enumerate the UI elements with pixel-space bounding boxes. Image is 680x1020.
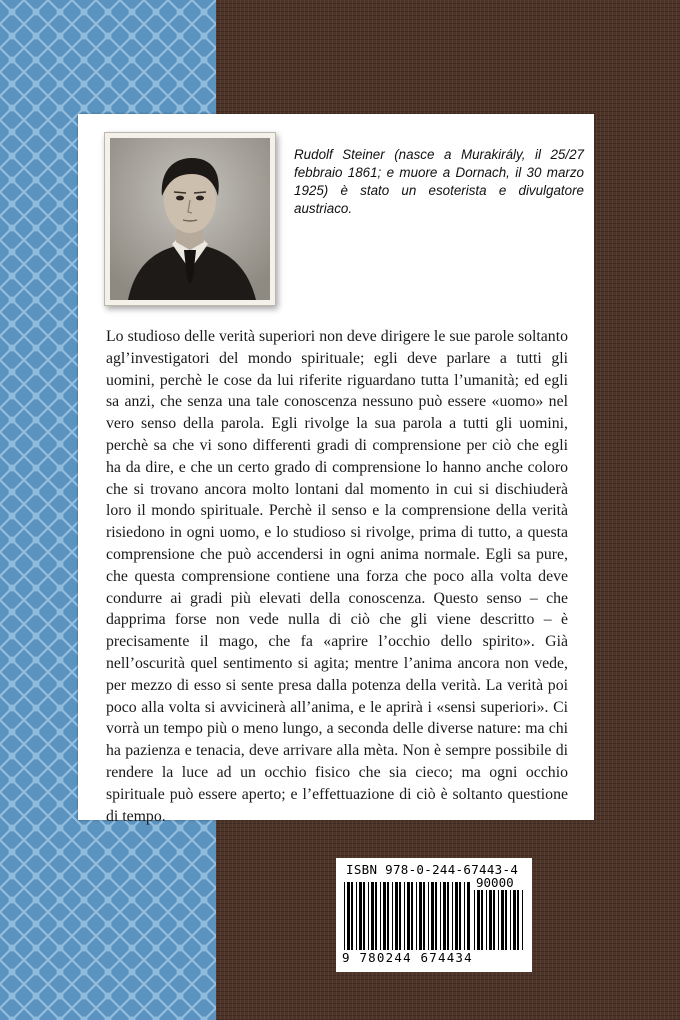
price-code: 90000 [476, 875, 514, 890]
isbn-label: ISBN 978-0-244-67443-4 [346, 862, 519, 877]
text-panel [78, 114, 594, 825]
ean-barcode [344, 882, 470, 950]
addon-barcode [474, 890, 524, 950]
portrait-photo-frame [104, 132, 276, 306]
author-caption: Rudolf Steiner (nasce a Murakirály, il 25/27 febbraio 1861; e muore a Dornach, il 30 marzo 1925) è stato un esoterista e divulgatore austriaco. [294, 147, 584, 216]
portrait-photo [110, 138, 270, 300]
isbn-barcode-box [336, 858, 532, 972]
back-cover-blurb: Lo studioso delle verità superiori non deve dirigere le sue parole soltanto agl’investigatori del mondo spirituale; egli deve parlare a tutti gli uomini, perchè le cose da lui riferite riguardano tutta l’umanità; ed egli sa anzi, che senza una tale conoscenza nessuno può essere «uomo» nel vero senso della parola. Egli rivolge la sua parola a tutti gli uomini, perchè sa che vi sono differenti gradi di comprensione per ciò che egli ha da dire, e che un certo grado di comprensione lo hanno anche coloro che si trovano ancora molto lontani dal momento in cui si dischiuderà loro il mondo spirituale. Perchè il senso e la comprensione della verità risiedono in ogni uomo, e lo studioso si rivolge, prima di tutto, a questa comprensione che può accendersi in ogni anima normale. Egli sa pure, che questa comprensione contiene una forza che poco alla volta deve condurre ai gradi più elevati della conoscenza. Questo senso – che dapprima forse non vede nulla di ciò che gli viene descritto – è precisamente il mago, che fa «aprire l’occhio dello spirito». Già nell’oscurità quel sentimento si agita; mentre l’anima ancora non vede, per mezzo di esso si sente presa dalla potenza della verità. La verità poi poco alla volta si avvicinerà all’anima, e le aprirà i «sensi superiori». Ci vorrà un tempo più o meno lungo, a seconda delle diverse nature: ma chi ha pazienza e tenacia, deve arrivare alla mèta. Non è sempre possibile di rendere la luce ad un occhio fisico che sia cieco; ma ogni occhio spirituale può essere aperto; e l’effettuazione di ciò è soltanto questione di tempo. [106, 328, 568, 825]
barcode-digits: 9 780244 674434 [342, 950, 473, 965]
